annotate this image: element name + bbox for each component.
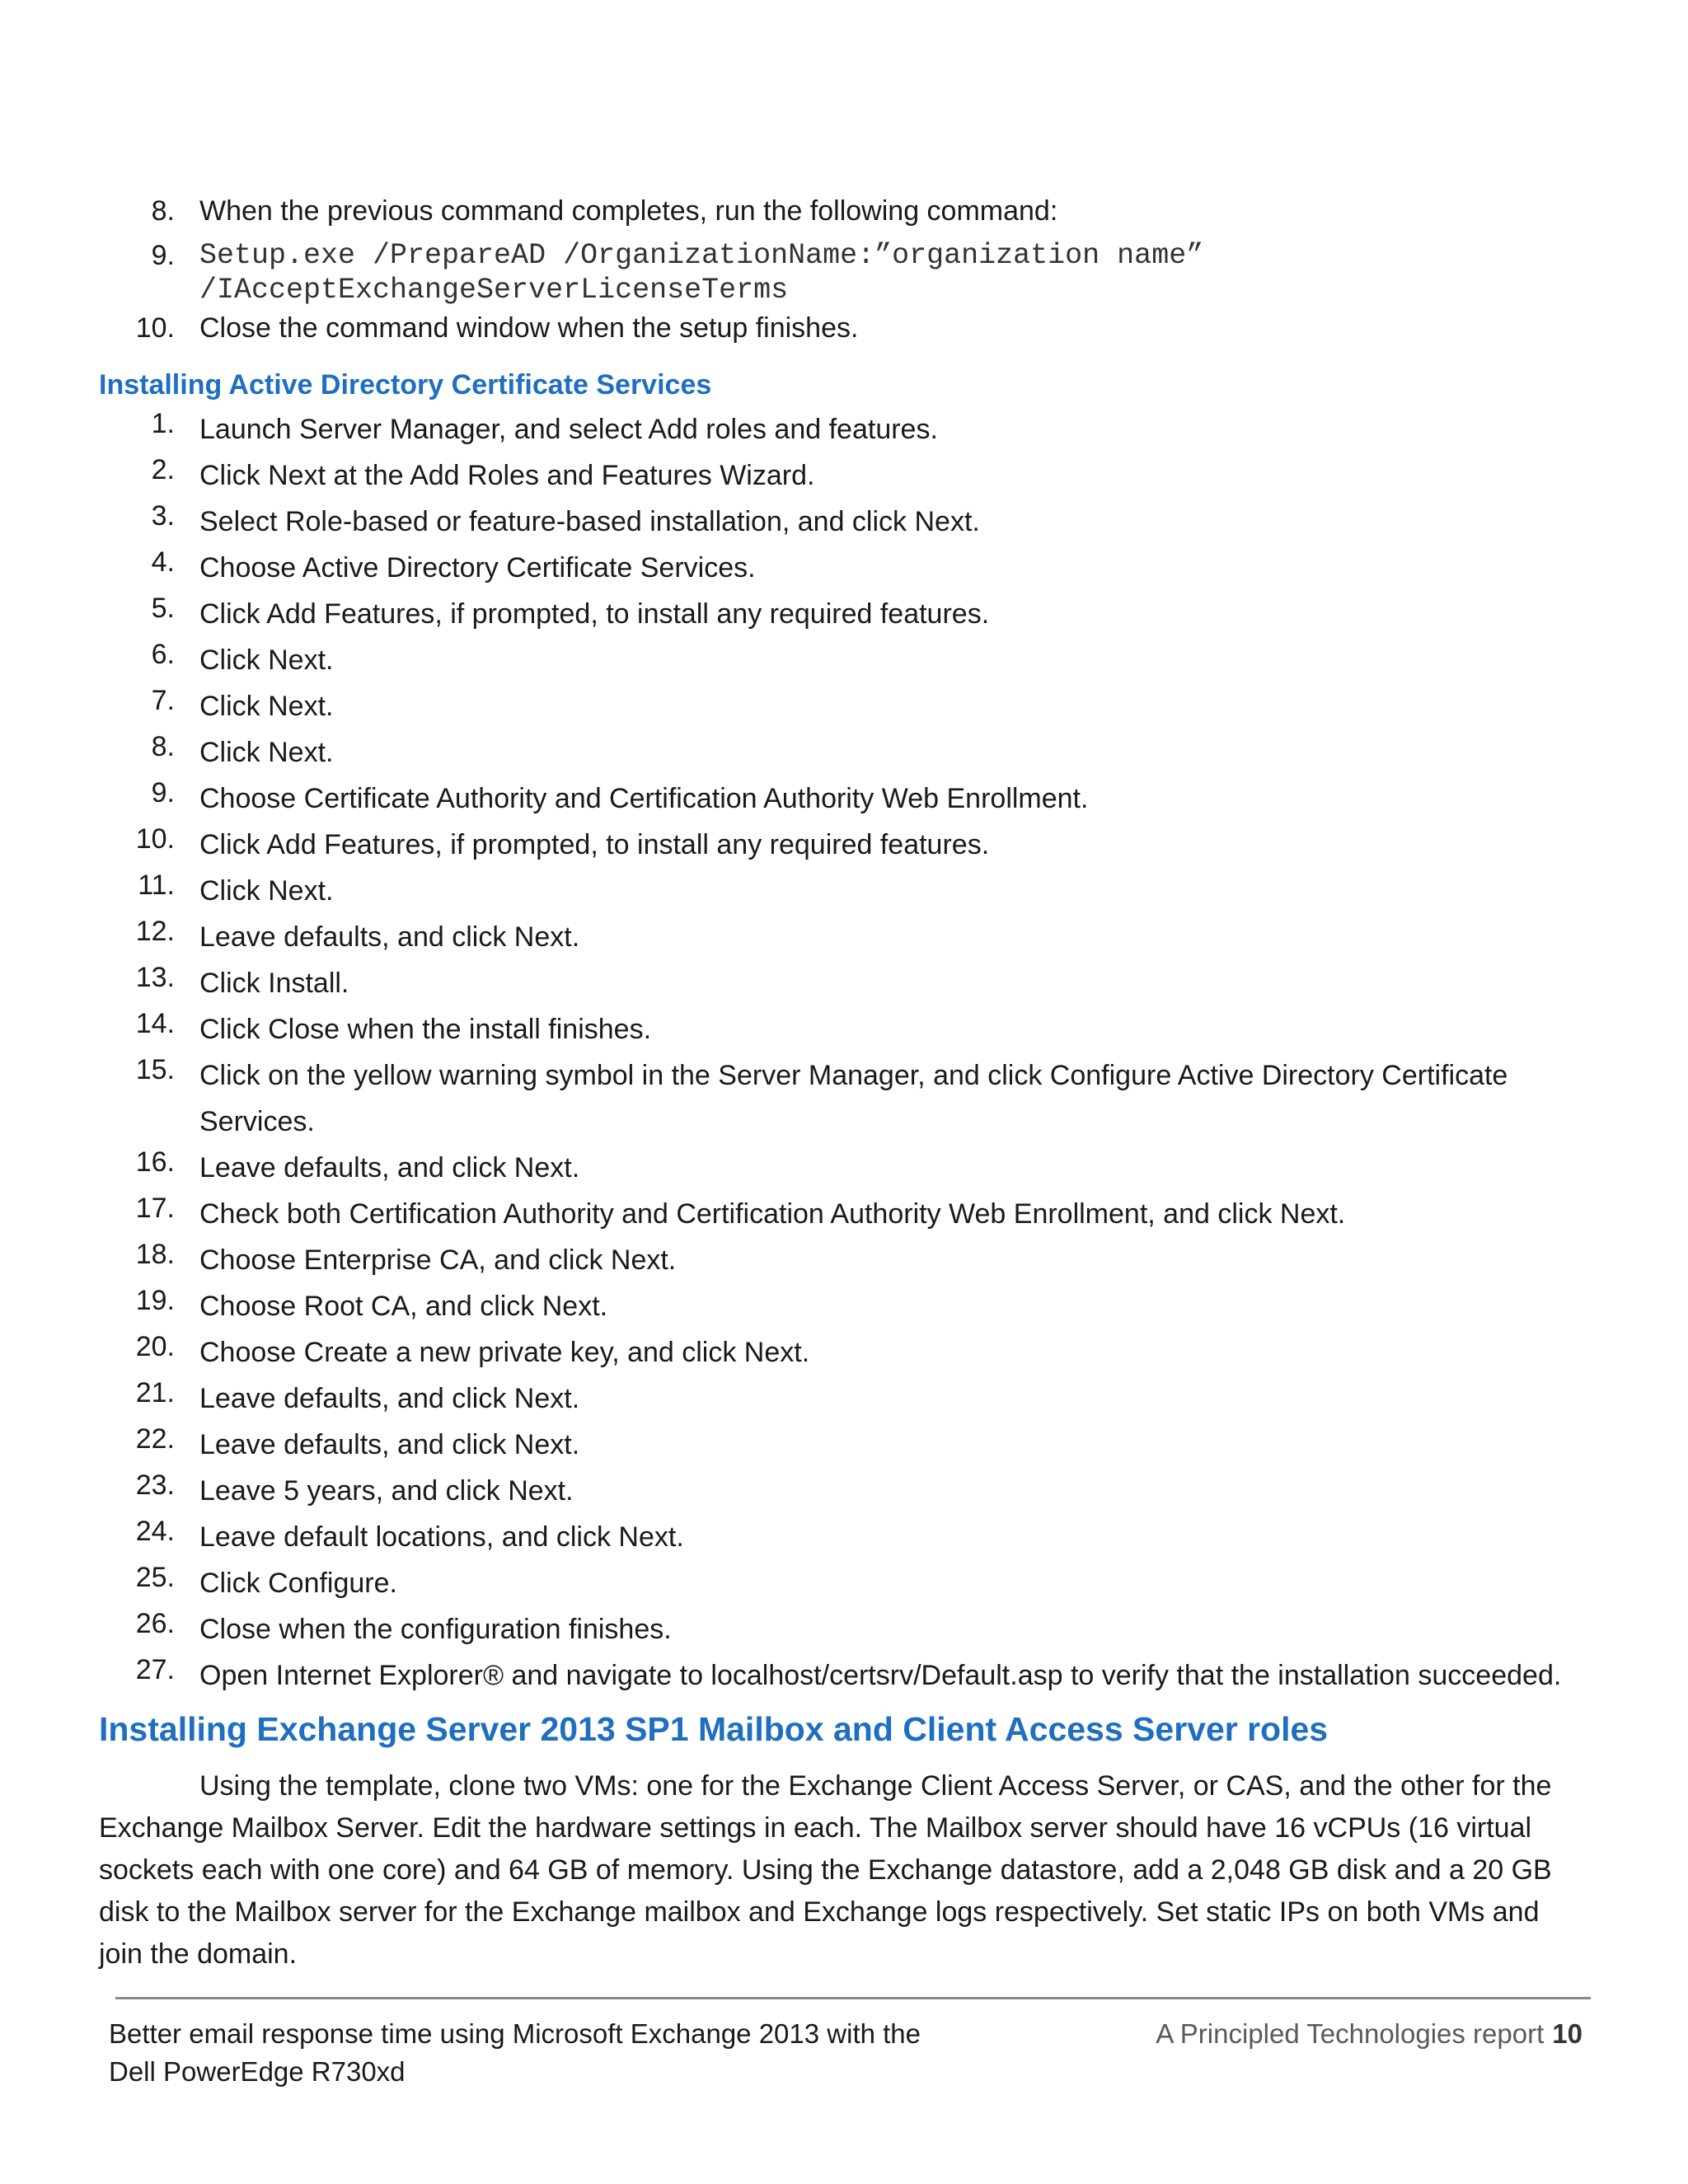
list-item bbox=[99, 1006, 1599, 1052]
step-number: 2. bbox=[151, 454, 175, 485]
list-item bbox=[99, 776, 1599, 822]
step-number: 6. bbox=[151, 639, 175, 670]
list-item bbox=[99, 499, 1599, 545]
list-item bbox=[99, 1652, 1599, 1699]
list-item bbox=[99, 683, 1599, 729]
list-item bbox=[99, 452, 1599, 499]
section-paragraph: Using the template, clone two VMs: one for the Exchange Client Access Server, or CAS, and the other for the Exchange Mailbox Server. Edit the hardware settings in each. The Mailbox server should have 16 vCPUs (16 virtual sockets each with one core) and 64 GB of memory. Using the Exchange datastore, add a 2,048 GB disk and a 20 GB disk to the Mailbox server for the Exchange mailbox and Exchange logs respectively. Set static IPs on both VMs and join the domain. bbox=[99, 1770, 1552, 1970]
step-text: Leave defaults, and click Next. bbox=[199, 1429, 580, 1460]
step-number: 17. bbox=[135, 1193, 175, 1224]
list-item bbox=[99, 591, 1599, 637]
step-text: Choose Root CA, and click Next. bbox=[199, 1291, 608, 1322]
step-text: Launch Server Manager, and select Add roles and features. bbox=[199, 414, 938, 445]
step-number: 26. bbox=[135, 1608, 175, 1639]
step-number: 4. bbox=[151, 546, 175, 578]
list-item bbox=[99, 1329, 1599, 1376]
continued-steps-list bbox=[99, 194, 1582, 345]
step-text-continued: Services. bbox=[199, 1106, 315, 1137]
step-number: 27. bbox=[135, 1654, 175, 1685]
footer-publisher: A Principled Technologies report bbox=[1156, 2018, 1545, 2049]
step-text: Choose Certificate Authority and Certification Authority Web Enrollment. bbox=[199, 783, 1089, 814]
step-text: Click Install. bbox=[199, 968, 349, 999]
step-text: Click Next. bbox=[199, 737, 334, 768]
list-item bbox=[99, 1283, 1599, 1329]
page-number: 10 bbox=[1552, 2018, 1582, 2049]
list-item bbox=[99, 1468, 1599, 1514]
list-item bbox=[99, 1237, 1599, 1283]
step-number: 12. bbox=[135, 916, 175, 947]
list-item bbox=[99, 406, 1599, 452]
list-item bbox=[99, 914, 1599, 960]
step-text: Leave defaults, and click Next. bbox=[199, 921, 580, 953]
list-item bbox=[99, 1422, 1599, 1468]
step-number: 18. bbox=[135, 1239, 175, 1270]
step-text: When the previous command completes, run the following command: bbox=[199, 195, 1058, 227]
footer-report-title bbox=[109, 2015, 1015, 2091]
list-item bbox=[99, 1560, 1599, 1606]
step-number: 10. bbox=[135, 823, 175, 855]
step-number: 8. bbox=[151, 731, 175, 762]
list-item bbox=[99, 1514, 1599, 1560]
step-number: 7. bbox=[151, 685, 175, 716]
step-text: Select Role-based or feature-based installation, and click Next. bbox=[199, 506, 980, 537]
adcs-steps-list bbox=[99, 406, 1599, 1699]
list-item bbox=[99, 1606, 1599, 1652]
step-number: 24. bbox=[135, 1516, 175, 1547]
step-number: 5. bbox=[151, 593, 175, 624]
step-text: Leave 5 years, and click Next. bbox=[199, 1475, 574, 1507]
step-text: Leave defaults, and click Next. bbox=[199, 1383, 580, 1414]
step-number: 14. bbox=[135, 1008, 175, 1039]
step-number: 16. bbox=[135, 1146, 175, 1178]
step-text: Click Next at the Add Roles and Features Wizard. bbox=[199, 460, 815, 491]
step-number: 10. bbox=[135, 312, 175, 344]
step-number: 20. bbox=[135, 1331, 175, 1362]
section-heading-exchange: Installing Exchange Server 2013 SP1 Mailbox and Client Access Server roles bbox=[99, 1710, 1329, 1748]
step-text: Choose Create a new private key, and click Next. bbox=[199, 1337, 810, 1368]
step-text: Close the command window when the setup finishes. bbox=[199, 312, 859, 344]
step-number: 13. bbox=[135, 962, 175, 993]
step-text: Click Next. bbox=[199, 875, 334, 907]
footer-report-label bbox=[1156, 2015, 1582, 2053]
list-item bbox=[99, 1191, 1599, 1237]
step-number: 15. bbox=[135, 1054, 175, 1085]
list-item bbox=[99, 868, 1599, 914]
step-text: Click Close when the install finishes. bbox=[199, 1014, 652, 1045]
step-text: Check both Certification Authority and Certification Authority Web Enrollment, and click Next. bbox=[199, 1198, 1346, 1230]
step-text: Click Add Features, if prompted, to install any required features. bbox=[199, 829, 990, 860]
step-number: 25. bbox=[135, 1562, 175, 1593]
step-number: 3. bbox=[151, 500, 175, 532]
step-text: Leave defaults, and click Next. bbox=[199, 1152, 580, 1183]
list-item bbox=[99, 1052, 1599, 1145]
footer-title-line-1: Better email response time using Microsoft Exchange 2013 with the bbox=[109, 2018, 921, 2049]
step-text: Leave default locations, and click Next. bbox=[199, 1521, 684, 1553]
list-item bbox=[99, 545, 1599, 591]
step-text: Close when the configuration finishes. bbox=[199, 1614, 672, 1645]
step-text: Click Next. bbox=[199, 644, 334, 676]
list-item bbox=[99, 1145, 1599, 1191]
footer-divider bbox=[115, 1997, 1591, 1999]
step-text: Open Internet Explorer® and navigate to localhost/certsrv/Default.asp to verify that the installation succeeded. bbox=[199, 1660, 1562, 1691]
step-number: 19. bbox=[135, 1285, 175, 1316]
list-item bbox=[99, 311, 1582, 345]
command-line-2: /IAcceptExchangeServerLicenseTerms bbox=[199, 274, 789, 307]
section-heading-adcs: Installing Active Directory Certificate Services bbox=[99, 369, 712, 401]
step-number: 11. bbox=[138, 869, 175, 901]
step-number: 9. bbox=[151, 240, 175, 271]
list-item-command bbox=[99, 238, 1582, 307]
list-item bbox=[99, 1376, 1599, 1422]
step-number: 22. bbox=[135, 1423, 175, 1455]
step-text: Choose Active Directory Certificate Services. bbox=[199, 552, 756, 583]
step-number: 1. bbox=[151, 408, 175, 439]
step-text: Click Next. bbox=[199, 691, 334, 722]
step-text: Click Add Features, if prompted, to install any required features. bbox=[199, 598, 990, 630]
step-text: Choose Enterprise CA, and click Next. bbox=[199, 1244, 677, 1276]
step-number: 23. bbox=[135, 1469, 175, 1501]
command-line-1: Setup.exe /PrepareAD /OrganizationName:”organization name” bbox=[199, 239, 1204, 272]
list-item bbox=[99, 960, 1599, 1006]
list-item bbox=[99, 822, 1599, 868]
list-item bbox=[99, 729, 1599, 776]
step-number: 8. bbox=[151, 195, 175, 227]
list-item bbox=[99, 637, 1599, 683]
footer-title-line-2: Dell PowerEdge R730xd bbox=[109, 2056, 406, 2087]
list-item bbox=[99, 194, 1582, 228]
step-text: Click Configure. bbox=[199, 1568, 397, 1599]
step-number: 21. bbox=[135, 1377, 175, 1408]
step-number: 9. bbox=[151, 777, 175, 808]
step-text: Click on the yellow warning symbol in the Server Manager, and click Configure Active Directory Certificate bbox=[199, 1060, 1508, 1091]
